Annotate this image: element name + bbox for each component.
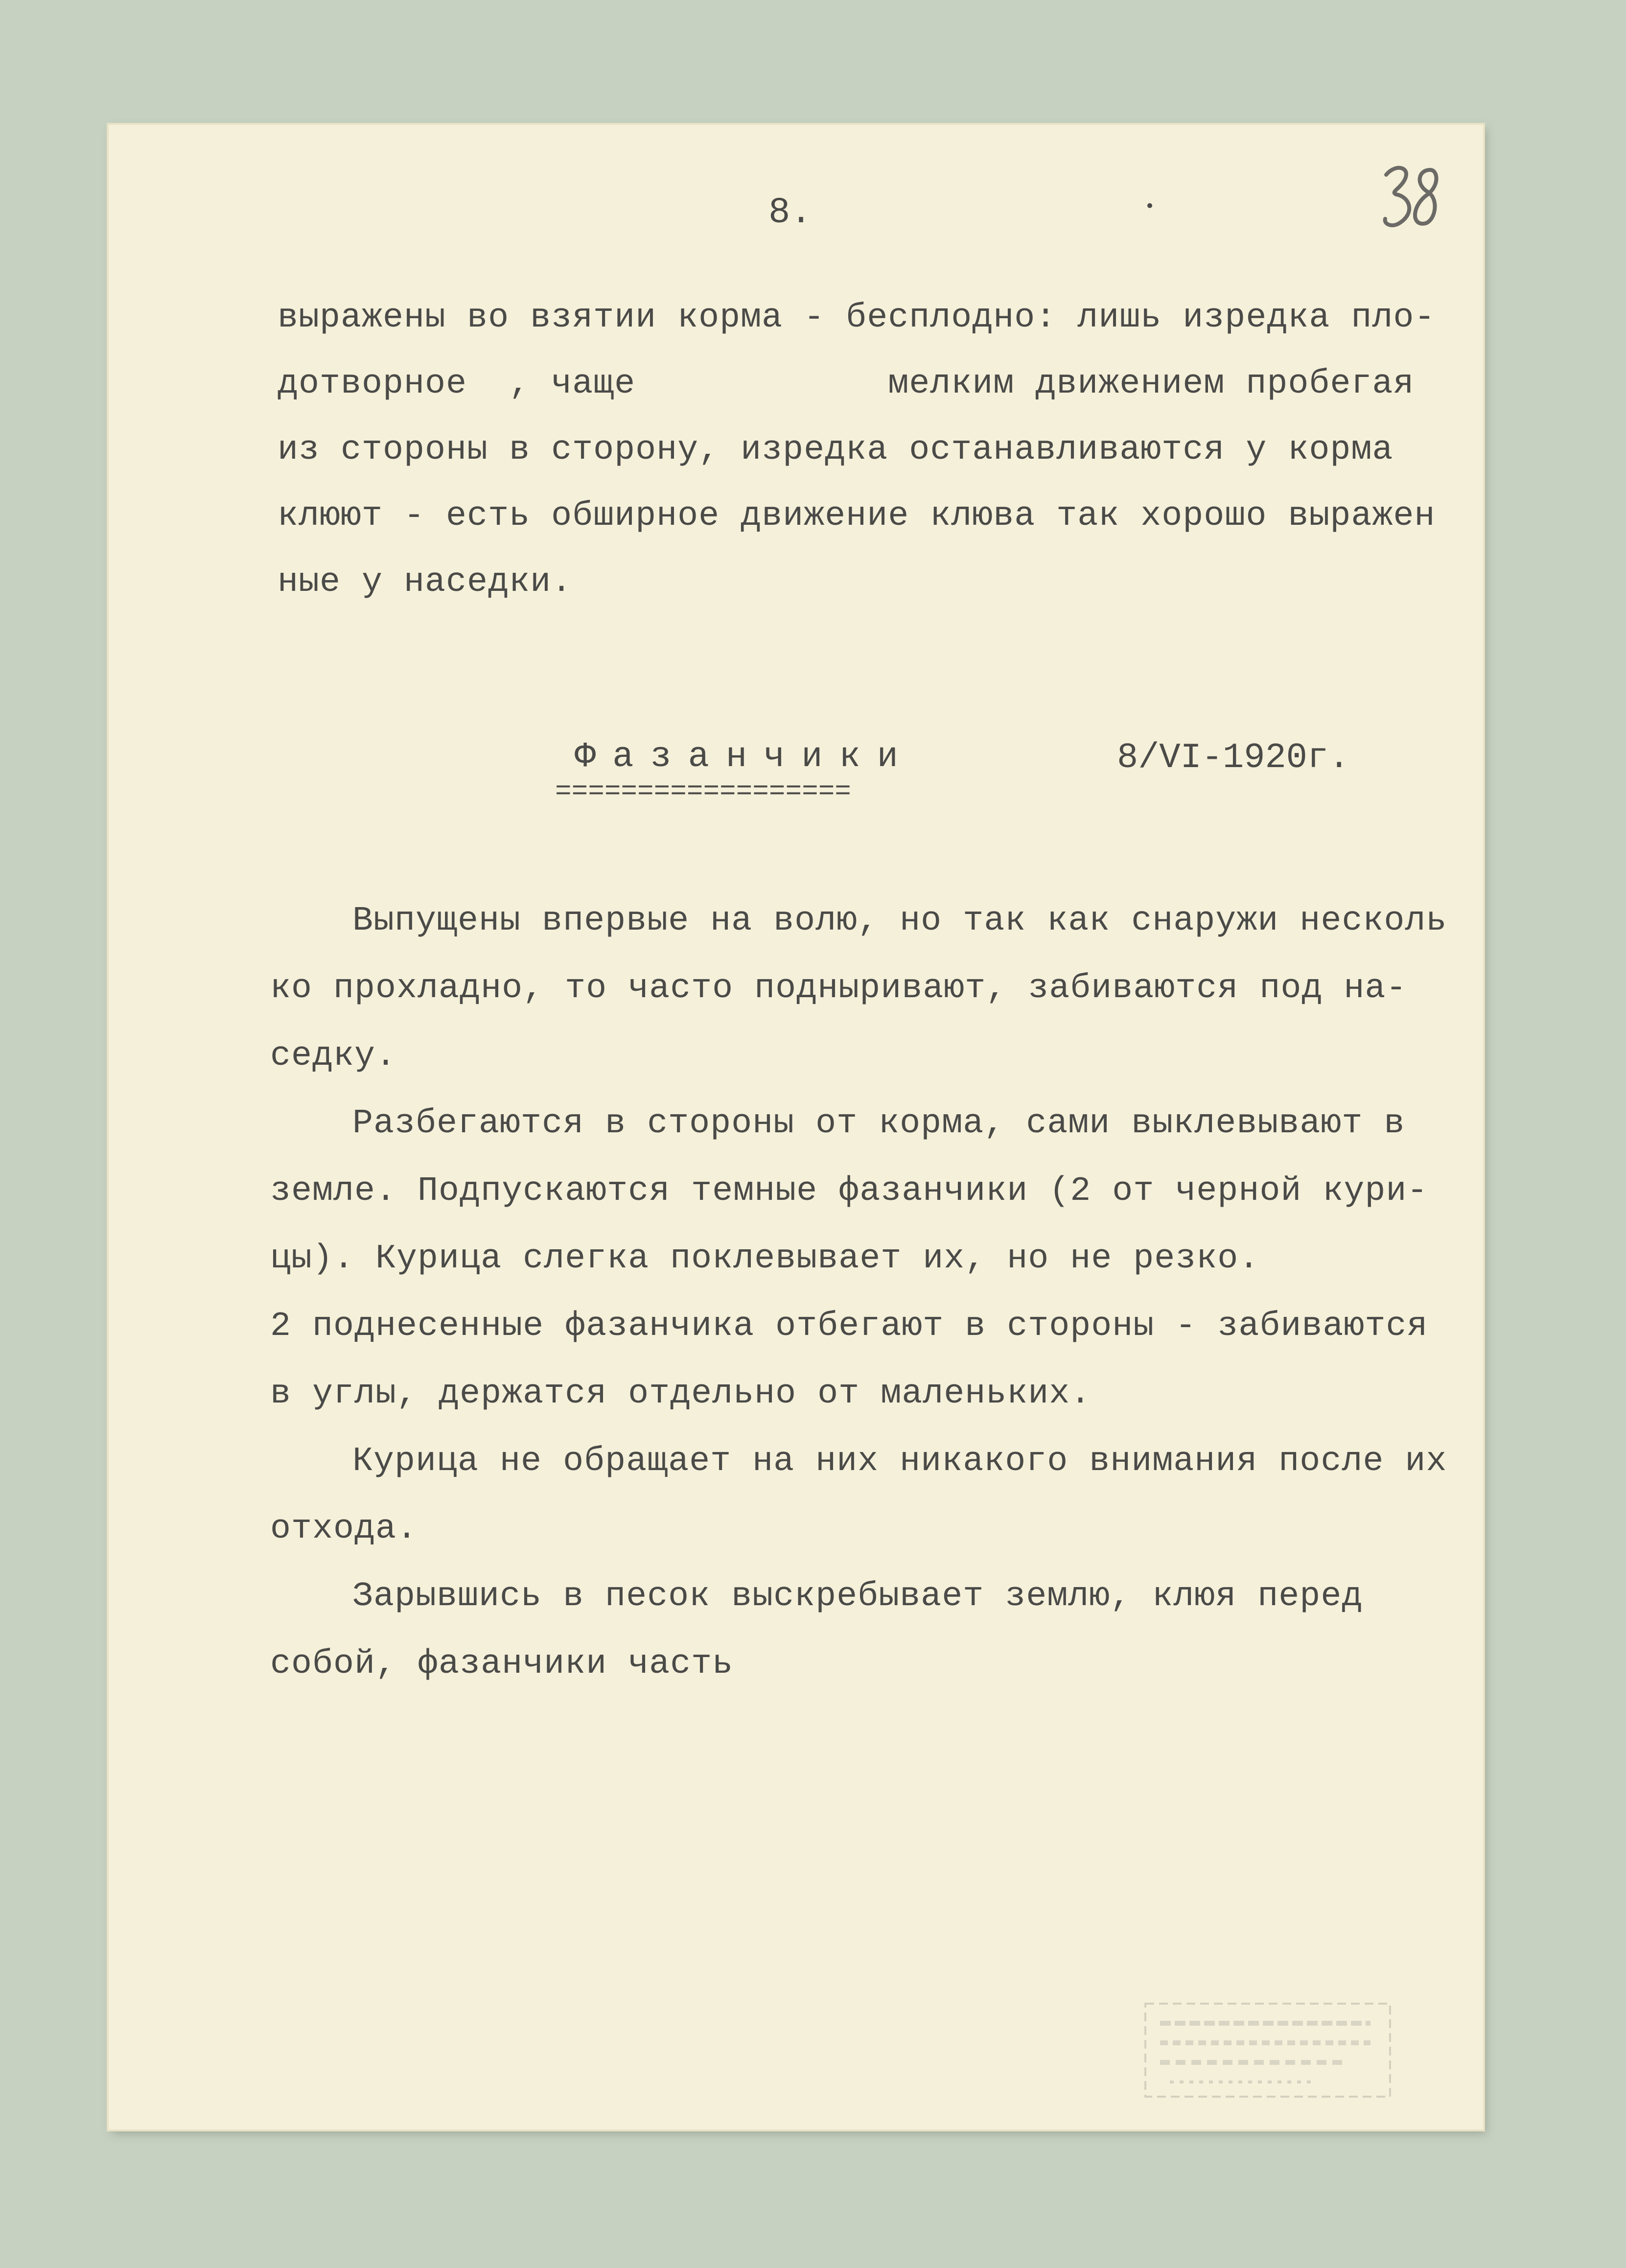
typed-line: цы). Курица слегка поклевывает их, но не резко. xyxy=(270,1239,1260,1278)
typed-line: ко прохладно, то часто подныривают, забиваются под на- xyxy=(270,969,1407,1008)
typed-line: из стороны в сторону, изредка останавливаются у корма xyxy=(278,431,1394,469)
page-number: 8. xyxy=(768,192,812,234)
typed-line: ные у наседки. xyxy=(278,563,573,602)
typed-line: Зарывшись в песок выскребывает землю, клюя перед xyxy=(352,1577,1363,1616)
typed-line: в углы, держатся отдельно от маленьких. xyxy=(270,1375,1092,1413)
typed-line: отхода. xyxy=(270,1510,418,1548)
typed-line: седку. xyxy=(270,1037,397,1076)
stray-ink-dot xyxy=(1147,203,1152,208)
typed-line: Разбегаются в стороны от корма, сами выклевывают в xyxy=(352,1104,1405,1143)
section-title-underline: ================== xyxy=(555,776,851,807)
section-date: 8/VI-1920г. xyxy=(1117,738,1350,778)
typed-line: собой, фазанчики часть xyxy=(270,1645,734,1683)
typed-line: Курица не обращает на них никакого внимания после их xyxy=(352,1442,1447,1481)
typed-line: дотворное , чаще мелким движением пробегая xyxy=(278,365,1415,403)
typed-line: 2 поднесенные фазанчика отбегают в стороны - забиваются xyxy=(270,1307,1428,1346)
typed-line: выражены во взятии корма - бесплодно: лишь изредка пло- xyxy=(278,299,1436,337)
typed-line: Выпущены впервые на волю, но так как снаружи несколь xyxy=(352,902,1447,940)
handwritten-folio-number xyxy=(1371,155,1455,238)
document-page xyxy=(109,125,1483,2129)
typed-line: клюют - есть обширное движение клюва так хорошо выражен xyxy=(278,497,1436,536)
section-title: Фазанчики xyxy=(575,737,915,777)
faded-archive-stamp xyxy=(1140,1999,1395,2102)
typed-line: земле. Подпускаются темные фазанчики (2 от черной кури- xyxy=(270,1172,1428,1211)
